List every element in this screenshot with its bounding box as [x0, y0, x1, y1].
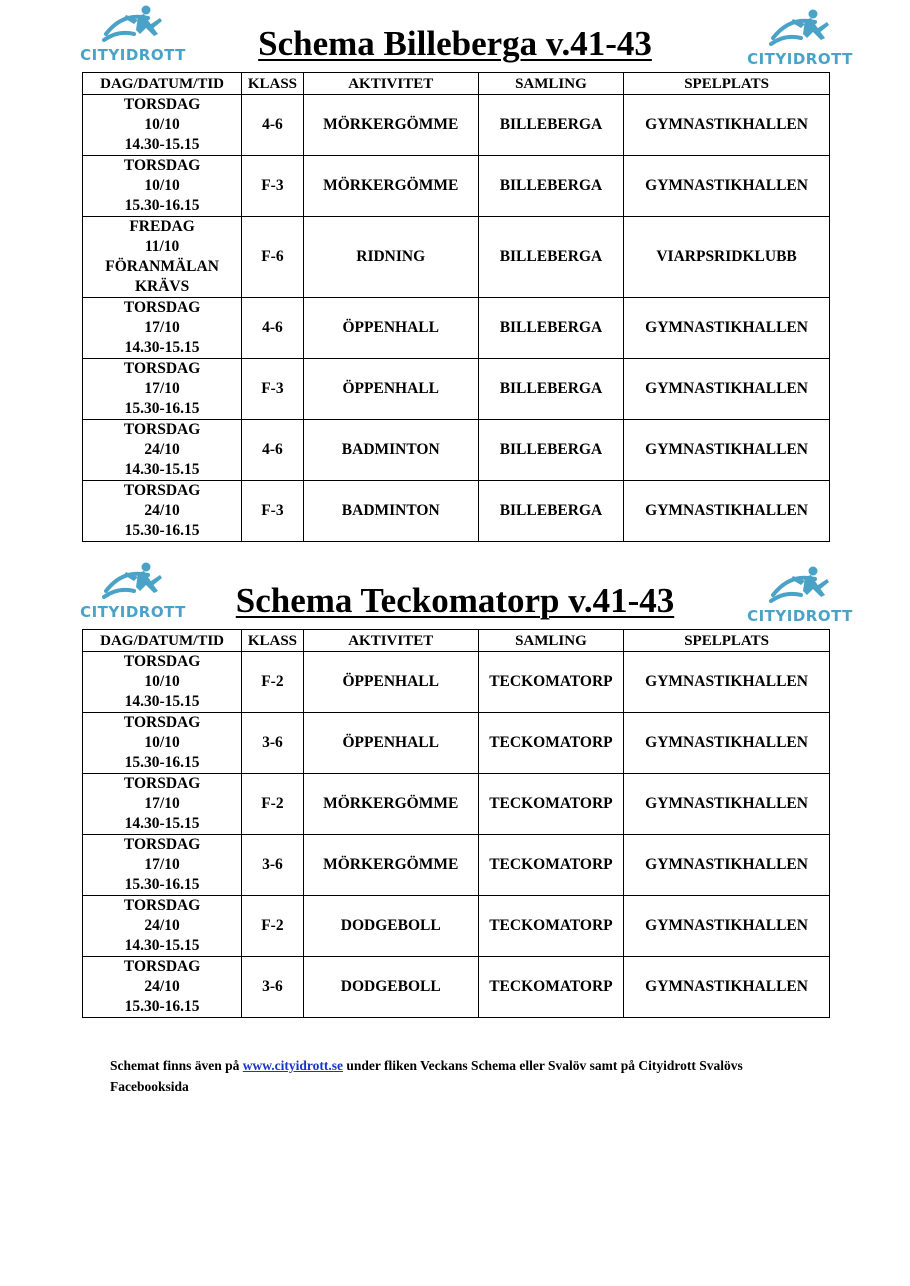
cell-spelplats: GYMNASTIKHALLEN [624, 713, 830, 774]
schedule-title: Schema Teckomatorp v.41-43 [235, 581, 675, 620]
day-line: 15.30-16.15 [124, 400, 200, 417]
day-line: 11/10 [144, 238, 180, 255]
logo-right [745, 565, 855, 627]
day-line: TORSDAG [123, 836, 201, 853]
column-header: SPELPLATS [624, 73, 830, 95]
footer-text-after: under fliken Veckans Schema eller Svalöv samt på Cityidrott Svalövs Facebooksida [110, 1058, 743, 1094]
cell-day [83, 896, 242, 957]
day-line: FÖRANMÄLAN [105, 258, 219, 275]
column-header: SPELPLATS [624, 630, 830, 652]
cell-spelplats: GYMNASTIKHALLEN [624, 359, 830, 420]
table-row [83, 774, 830, 835]
table-row [83, 420, 830, 481]
day-line: 24/10 [144, 502, 180, 519]
cell-samling: BILLEBERGA [478, 217, 623, 298]
logo-wordmark: CITYIDROTT [80, 46, 186, 64]
cell-day [83, 420, 242, 481]
cell-klass: 4-6 [242, 298, 304, 359]
day-line: 10/10 [144, 177, 180, 194]
cell-spelplats: GYMNASTIKHALLEN [624, 652, 830, 713]
cell-day [83, 774, 242, 835]
cell-aktivitet: ÖPPENHALL [303, 713, 478, 774]
day-line: FREDAG [129, 218, 195, 235]
cell-samling: BILLEBERGA [478, 359, 623, 420]
cell-day [83, 957, 242, 1018]
cell-aktivitet: ÖPPENHALL [303, 359, 478, 420]
footer-note [110, 1055, 810, 1097]
cell-spelplats: GYMNASTIKHALLEN [624, 896, 830, 957]
cell-aktivitet: DODGEBOLL [303, 896, 478, 957]
table-row [83, 217, 830, 298]
table-row [83, 957, 830, 1018]
day-line: 17/10 [144, 380, 180, 397]
cell-samling: BILLEBERGA [478, 420, 623, 481]
day-line: 14.30-15.15 [124, 136, 200, 153]
day-line: 10/10 [144, 734, 180, 751]
day-line: 24/10 [144, 917, 180, 934]
cell-spelplats: GYMNASTIKHALLEN [624, 835, 830, 896]
cell-klass: F-2 [242, 652, 304, 713]
day-line: KRÄVS [134, 278, 190, 295]
schedule-header [0, 0, 910, 72]
cell-samling: BILLEBERGA [478, 156, 623, 217]
day-line: TORSDAG [123, 96, 201, 113]
day-line: TORSDAG [123, 714, 201, 731]
cell-samling: BILLEBERGA [478, 298, 623, 359]
cell-day [83, 359, 242, 420]
column-header: AKTIVITET [303, 73, 478, 95]
day-line: 15.30-16.15 [124, 998, 200, 1015]
column-header: AKTIVITET [303, 630, 478, 652]
schedule-teckomatorp [0, 557, 910, 1015]
cell-spelplats: GYMNASTIKHALLEN [624, 95, 830, 156]
cell-samling: TECKOMATORP [478, 957, 623, 1018]
cell-aktivitet: BADMINTON [303, 420, 478, 481]
cell-samling: TECKOMATORP [478, 713, 623, 774]
logo-wordmark: CITYIDROTT [747, 50, 853, 68]
table-row [83, 652, 830, 713]
cell-aktivitet: MÖRKERGÖMME [303, 774, 478, 835]
table-header-row [83, 73, 830, 95]
day-line: TORSDAG [123, 360, 201, 377]
cell-klass: 3-6 [242, 835, 304, 896]
cell-samling: TECKOMATORP [478, 896, 623, 957]
schedule-table [82, 72, 830, 542]
table-row [83, 835, 830, 896]
cell-spelplats: GYMNASTIKHALLEN [624, 957, 830, 1018]
column-header: DAG/DATUM/TID [83, 73, 242, 95]
cell-aktivitet: ÖPPENHALL [303, 298, 478, 359]
cell-day [83, 713, 242, 774]
cell-samling: BILLEBERGA [478, 481, 623, 542]
day-line: TORSDAG [123, 653, 201, 670]
day-line: 17/10 [144, 319, 180, 336]
website-link[interactable]: www.cityidrott.se [242, 1058, 344, 1073]
logo-right [745, 8, 855, 70]
cell-aktivitet: ÖPPENHALL [303, 652, 478, 713]
day-line: TORSDAG [123, 775, 201, 792]
day-line: 15.30-16.15 [124, 522, 200, 539]
cell-aktivitet: RIDNING [303, 217, 478, 298]
day-line: 10/10 [144, 673, 180, 690]
cell-aktivitet: MÖRKERGÖMME [303, 156, 478, 217]
table-row [83, 896, 830, 957]
cell-day [83, 652, 242, 713]
footer-text-before: Schemat finns även på [110, 1058, 243, 1073]
logo-wordmark: CITYIDROTT [747, 607, 853, 625]
table-row [83, 359, 830, 420]
day-line: 17/10 [144, 795, 180, 812]
cell-spelplats: GYMNASTIKHALLEN [624, 481, 830, 542]
day-line: 15.30-16.15 [124, 197, 200, 214]
day-line: 14.30-15.15 [124, 815, 200, 832]
day-line: 24/10 [144, 441, 180, 458]
logo-wordmark: CITYIDROTT [80, 603, 186, 621]
cell-aktivitet: MÖRKERGÖMME [303, 835, 478, 896]
cell-day [83, 481, 242, 542]
day-line: TORSDAG [123, 421, 201, 438]
cell-day [83, 156, 242, 217]
day-line: 10/10 [144, 116, 180, 133]
cell-samling: TECKOMATORP [478, 774, 623, 835]
day-line: 14.30-15.15 [124, 937, 200, 954]
table-row [83, 95, 830, 156]
cell-samling: TECKOMATORP [478, 652, 623, 713]
cell-aktivitet: BADMINTON [303, 481, 478, 542]
cell-day [83, 217, 242, 298]
cell-klass: 4-6 [242, 95, 304, 156]
day-line: TORSDAG [123, 299, 201, 316]
column-header: KLASS [242, 630, 304, 652]
cell-spelplats: GYMNASTIKHALLEN [624, 420, 830, 481]
cell-day [83, 95, 242, 156]
column-header: SAMLING [478, 73, 623, 95]
day-line: TORSDAG [123, 157, 201, 174]
table-row [83, 713, 830, 774]
day-line: 14.30-15.15 [124, 693, 200, 710]
cell-klass: F-3 [242, 481, 304, 542]
cell-spelplats: GYMNASTIKHALLEN [624, 156, 830, 217]
cell-day [83, 298, 242, 359]
day-line: 17/10 [144, 856, 180, 873]
table-row [83, 298, 830, 359]
schedule-title: Schema Billeberga v.41-43 [258, 24, 652, 63]
column-header: KLASS [242, 73, 304, 95]
day-line: 15.30-16.15 [124, 876, 200, 893]
cell-day [83, 835, 242, 896]
cell-klass: 3-6 [242, 957, 304, 1018]
day-line: 15.30-16.15 [124, 754, 200, 771]
cell-aktivitet: MÖRKERGÖMME [303, 95, 478, 156]
cityidrott-logo-icon [745, 565, 855, 627]
schedule-billeberga [0, 0, 910, 539]
day-line: 14.30-15.15 [124, 461, 200, 478]
cityidrott-logo-icon [745, 8, 855, 70]
table-row [83, 481, 830, 542]
cell-klass: F-6 [242, 217, 304, 298]
day-line: TORSDAG [123, 482, 201, 499]
column-header: DAG/DATUM/TID [83, 630, 242, 652]
schedule-header [0, 557, 910, 629]
schedule-table [82, 629, 830, 1018]
day-line: TORSDAG [123, 958, 201, 975]
cell-spelplats: GYMNASTIKHALLEN [624, 298, 830, 359]
cell-samling: BILLEBERGA [478, 95, 623, 156]
cell-klass: 3-6 [242, 713, 304, 774]
day-line: 24/10 [144, 978, 180, 995]
cell-aktivitet: DODGEBOLL [303, 957, 478, 1018]
table-row [83, 156, 830, 217]
cell-klass: F-3 [242, 156, 304, 217]
day-line: 14.30-15.15 [124, 339, 200, 356]
cell-samling: TECKOMATORP [478, 835, 623, 896]
column-header: SAMLING [478, 630, 623, 652]
cell-klass: 4-6 [242, 420, 304, 481]
cell-spelplats: VIARPSRIDKLUBB [624, 217, 830, 298]
cell-klass: F-2 [242, 896, 304, 957]
cell-spelplats: GYMNASTIKHALLEN [624, 774, 830, 835]
day-line: TORSDAG [123, 897, 201, 914]
table-header-row [83, 630, 830, 652]
cell-klass: F-2 [242, 774, 304, 835]
cell-klass: F-3 [242, 359, 304, 420]
